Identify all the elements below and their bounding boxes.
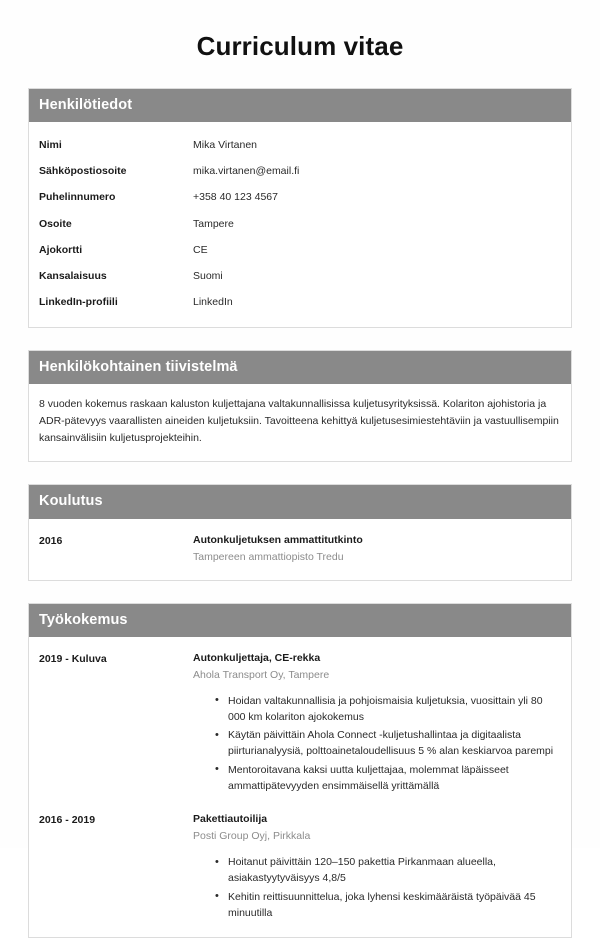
entry-date: 2016	[39, 534, 63, 547]
entry-subtitle: Tampereen ammattiopisto Tredu	[193, 550, 344, 563]
info-label: Nimi	[39, 139, 62, 152]
info-value: +358 40 123 4567	[193, 191, 278, 204]
list-item: • Kehitin reittisuunnittelua, joka lyhensi keskimääräistä työpäivää 45 minuutilla	[215, 889, 561, 922]
info-label: LinkedIn-profiili	[39, 296, 118, 309]
info-value: mika.virtanen@email.fi	[193, 165, 300, 178]
entry-date: 2016 - 2019	[39, 814, 96, 827]
section-header-personal-info: Henkilötiedot	[29, 89, 571, 122]
info-value: Mika Virtanen	[193, 139, 258, 152]
info-value: Suomi	[193, 269, 223, 282]
section-header-work-experience: Työkokemus	[29, 604, 571, 637]
table-row	[39, 289, 561, 315]
table-row	[39, 158, 561, 184]
personal-info-card	[28, 88, 572, 328]
table-row	[39, 132, 561, 158]
entry-main	[193, 812, 561, 923]
entry-bullet-list	[193, 854, 561, 921]
table-row	[39, 237, 561, 263]
info-label: Kansalaisuus	[39, 269, 107, 282]
work-entry	[39, 647, 561, 799]
info-value: Tampere	[193, 217, 234, 230]
work-entry	[39, 798, 561, 925]
personal-info-table	[39, 132, 561, 315]
list-item: • Hoitanut päivittäin 120–150 pakettia Pirkanmaan alueella, asiakastyytyväisyys 4,8/5	[215, 854, 561, 887]
education-entry	[39, 529, 561, 568]
section-header-education: Koulutus	[29, 485, 571, 518]
entry-title: Autonkuljettaja, CE-rekka	[193, 651, 321, 664]
summary-text: 8 vuoden kokemus raskaan kaluston kuljettajana valtakunnallisissa kuljetusyrityksissä. Kolariton ajohistoria ja ADR-pätevyys vaarallisten aineiden kuljetuksiin. Tavoitteena kehittyä kuljetusesimiestehtäviin ja vastuullisempiin kansainvälisiin kuljetusprojekteihin.	[39, 398, 559, 445]
list-item: • Mentoroitavana kaksi uutta kuljettajaa, molemmat läpäisseet ammattipätevyyden ensimmäisellä yrittämällä	[215, 762, 561, 795]
info-label: Sähköpostiosoite	[39, 165, 127, 178]
entry-title: Pakettiautoilija	[193, 813, 268, 826]
entry-date: 2019 - Kuluva	[39, 652, 107, 665]
table-row	[39, 263, 561, 289]
education-body	[29, 519, 571, 580]
entry-title: Autonkuljetuksen ammattitutkinto	[193, 533, 363, 546]
entry-main	[193, 651, 561, 797]
entry-subtitle: Ahola Transport Oy, Tampere	[193, 668, 330, 681]
summary-card	[28, 350, 572, 462]
entry-main	[193, 533, 561, 566]
education-card	[28, 484, 572, 580]
list-item: • Hoidan valtakunnallisia ja pohjoismaisia kuljetuksia, vuosittain yli 80 000 km kolariton ajokokemus	[215, 693, 561, 726]
summary-body	[29, 384, 571, 461]
personal-info-body	[29, 122, 571, 327]
info-value: CE	[193, 243, 208, 256]
linkedin-profile-value[interactable]: LinkedIn	[193, 296, 233, 309]
info-label: Ajokortti	[39, 243, 83, 256]
page-title: Curriculum vitae	[196, 31, 404, 61]
info-label: Osoite	[39, 217, 72, 230]
table-row	[39, 211, 561, 237]
section-header-summary: Henkilökohtainen tiivistelmä	[29, 351, 571, 384]
entry-bullet-list	[193, 693, 561, 795]
list-item: • Käytän päivittäin Ahola Connect -kuljetushallintaa ja digitaalista piirturianalyysiä, polttoainetaloudellisuus 5 % alan keskiarvoa parempi	[215, 727, 561, 760]
work-experience-body	[29, 637, 571, 938]
table-row	[39, 184, 561, 210]
entry-subtitle: Posti Group Oyj, Pirkkala	[193, 830, 311, 843]
work-experience-card	[28, 603, 572, 938]
info-label: Puhelinnumero	[39, 191, 116, 204]
